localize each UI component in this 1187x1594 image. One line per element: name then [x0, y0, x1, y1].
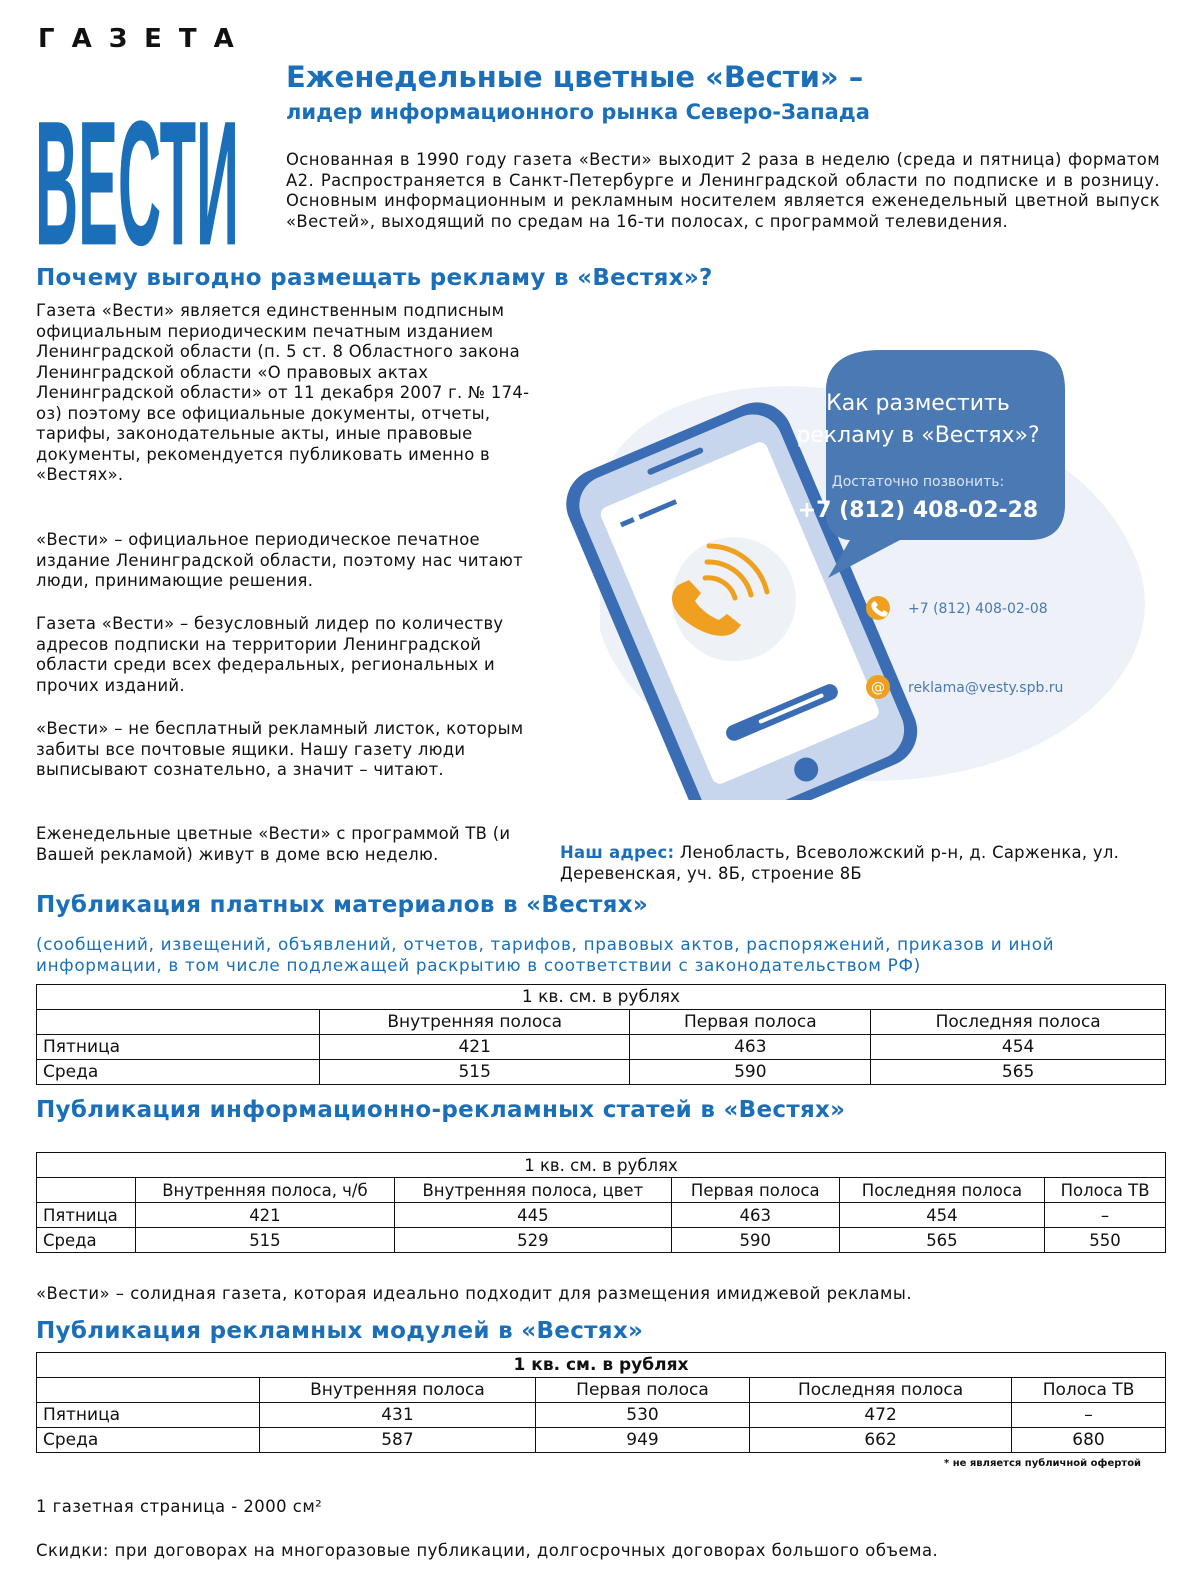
table1-prices: [36, 984, 1166, 1085]
table-row: [37, 1035, 1166, 1060]
table1-row-label: Среда: [37, 1060, 320, 1085]
svg-text:@: @: [871, 680, 885, 696]
table1-cell: 463: [630, 1035, 871, 1060]
table3-cell: 587: [260, 1428, 536, 1453]
table3-cell: 431: [260, 1403, 536, 1428]
table3-row-label: Пятница: [37, 1403, 260, 1428]
table2-corner: [37, 1178, 136, 1203]
table1-cell: 454: [871, 1035, 1166, 1060]
table3-heading: Публикация рекламных модулей в «Вестях»: [36, 1318, 644, 1344]
table3-cell: 530: [535, 1403, 749, 1428]
contact-email: reklama@vesty.spb.ru: [908, 680, 1064, 696]
address-label: Наш адрес:: [560, 843, 675, 862]
table2-col-header: Первая полоса: [671, 1178, 839, 1203]
table1-col-header: Первая полоса: [630, 1010, 871, 1035]
table-row: [37, 1403, 1166, 1428]
table3-note: * не является публичной офертой: [944, 1458, 1142, 1469]
table1-row-label: Пятница: [37, 1035, 320, 1060]
table3-cell: 472: [750, 1403, 1012, 1428]
why-paragraph-2: «Вести» – официальное периодическое печатное издание Ленинградской области, поэтому нас читают люди, принимающие решения.: [36, 530, 523, 590]
table3-cell: –: [1012, 1403, 1166, 1428]
table2-cell: 421: [136, 1203, 395, 1228]
address-text: Ленобласть, Всеволожский р-н, д. Сарженка, ул. Деревенская, уч. 8Б, строение 8Б: [560, 843, 1120, 883]
table1-cell: 421: [320, 1035, 630, 1060]
table2-cell: –: [1045, 1203, 1166, 1228]
why-paragraph-4: «Вести» – не бесплатный рекламный листок, которым забиты все почтовые ящики. Нашу газету люди выписывают сознательно, а значит – читают.: [36, 719, 524, 779]
table2-prices: [36, 1152, 1166, 1253]
table2-cell: 515: [136, 1228, 395, 1253]
table3-col-header: Полоса ТВ: [1012, 1378, 1166, 1403]
table1-heading: Публикация платных материалов в «Вестях»: [36, 892, 648, 918]
table2-caption: 1 кв. см. в рублях: [37, 1153, 1166, 1178]
table1-col-header: Последняя полоса: [871, 1010, 1166, 1035]
table2-heading: Публикация информационно-рекламных статей в «Вестях»: [36, 1097, 846, 1123]
table2-col-header: Внутренняя полоса, ч/б: [136, 1178, 395, 1203]
page-subtitle: лидер информационного рынка Северо-Запада: [286, 100, 870, 124]
address-block: [560, 843, 1160, 884]
table3-cell: 949: [535, 1428, 749, 1453]
table1-caption: 1 кв. см. в рублях: [37, 985, 1166, 1010]
table3-col-header: Последняя полоса: [750, 1378, 1012, 1403]
table1-cell: 565: [871, 1060, 1166, 1085]
table2-col-header: Полоса ТВ: [1045, 1178, 1166, 1203]
table2-cell: 565: [839, 1228, 1044, 1253]
table1-cell: 590: [630, 1060, 871, 1085]
bubble-line-1: Как разместить: [826, 391, 1010, 416]
intro-paragraph: Основанная в 1990 году газета «Вести» выходит 2 раза в неделю (среда и пятница) форматом А2. Распространяется в Санкт-Петербурге и Ленинградской области по подписке и в розницу. Основным информационным и рекламным носителем является еженедельный цветной выпуск «Вестей», выходящий по средам на 16-ти полосах, с программой телевидения.: [286, 150, 1160, 231]
logo-top-text: ГАЗЕТА: [38, 24, 251, 54]
table2-cell: 445: [394, 1203, 671, 1228]
bubble-line-2: рекламу в «Вестях»?: [796, 423, 1040, 448]
table3-row-label: Среда: [37, 1428, 260, 1453]
table2-col-header: Последняя полоса: [839, 1178, 1044, 1203]
contact-phone-icon: [866, 596, 890, 620]
phone-illustration: [540, 330, 1160, 800]
table2-cell: 529: [394, 1228, 671, 1253]
table2-cell: 590: [671, 1228, 839, 1253]
table1-col-header: Внутренняя полоса: [320, 1010, 630, 1035]
contact-phone: +7 (812) 408-02-08: [908, 601, 1048, 617]
table3-caption: 1 кв. см. в рублях: [37, 1353, 1166, 1378]
table3-col-header: Внутренняя полоса: [260, 1378, 536, 1403]
logo-main-text: ВЕСТИ: [34, 85, 239, 252]
table-row: [37, 1203, 1166, 1228]
table1-corner: [37, 1010, 320, 1035]
table3-cell: 662: [750, 1428, 1012, 1453]
table2-col-header: Внутренняя полоса, цвет: [394, 1178, 671, 1203]
table-row: [37, 1228, 1166, 1253]
table3-corner: [37, 1378, 260, 1403]
table1-subheading: (сообщений, извещений, объявлений, отчетов, тарифов, правовых актов, распоряжений, приказов и иной информации, в том числе подлежащей раскрытию в соответствии с законодательством РФ): [36, 934, 1055, 975]
why-heading: Почему выгодно размещать рекламу в «Вестях»?: [36, 265, 713, 291]
table2-cell: 550: [1045, 1228, 1166, 1253]
table2-cell: 463: [671, 1203, 839, 1228]
table2-row-label: Пятница: [37, 1203, 136, 1228]
discounts-note: Скидки: при договорах на многоразовые публикации, долгосрочных договорах большого объема.: [36, 1541, 939, 1560]
page-size-note: 1 газетная страница - 2000 см²: [36, 1497, 323, 1516]
bubble-phone: +7 (812) 408-02-28: [797, 498, 1039, 523]
table2-cell: 454: [839, 1203, 1044, 1228]
table-row: [37, 1060, 1166, 1085]
table3-cell: 680: [1012, 1428, 1166, 1453]
table-row: [37, 1428, 1166, 1453]
table1-cell: 515: [320, 1060, 630, 1085]
bubble-call-label: Достаточно позвонить:: [831, 474, 1005, 490]
why-paragraph-5: Еженедельные цветные «Вести» с программой ТВ (и Вашей рекламой) живут в доме всю неделю.: [36, 824, 511, 864]
why-paragraph-3: Газета «Вести» – безусловный лидер по количеству адресов подписки на территории Ленинградской области среди всех федеральных, региональных и прочих изданий.: [36, 614, 504, 695]
table3-col-header: Первая полоса: [535, 1378, 749, 1403]
table3-prices: [36, 1352, 1166, 1453]
page-title: Еженедельные цветные «Вести» –: [286, 60, 864, 94]
image-ad-note: «Вести» – солидная газета, которая идеально подходит для размещения имиджевой рекламы.: [36, 1284, 913, 1303]
table2-row-label: Среда: [37, 1228, 136, 1253]
why-paragraph-1: Газета «Вести» является единственным подписным официальным периодическим печатным изданием Ленинградской области (п. 5 ст. 8 Областного закона Ленинградской области «О правовых актах Ленинградской области» от 11 декабря 2007 г. № 174-оз) поэтому все официальные документы, отчеты, тарифы, законодательные акты, иные правовые документы, рекомендуется публиковать именно в «Вестях».: [36, 301, 530, 484]
vesti-logo: [34, 52, 240, 252]
